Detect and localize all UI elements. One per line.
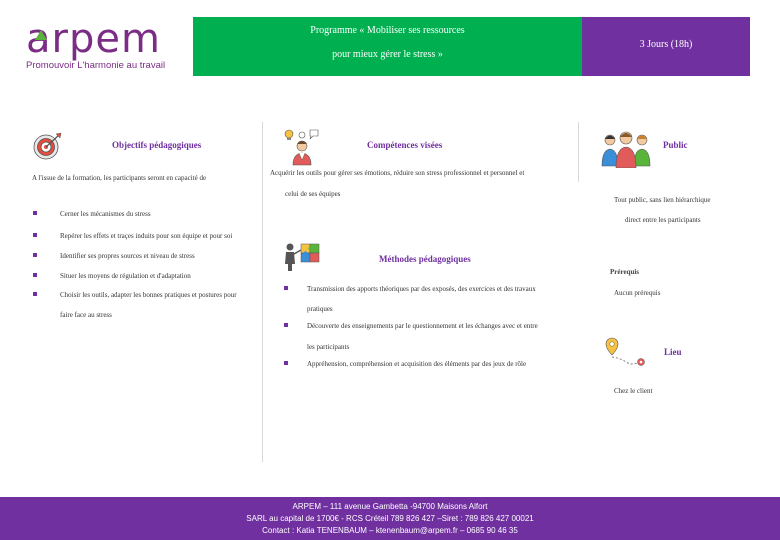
bullet-icon	[33, 273, 37, 277]
objectif-item: Situer les moyens de régulation et d'adaptation	[60, 272, 191, 280]
competences-line2: celui de ses équipes	[285, 190, 341, 198]
competences-line1: Acquérir les outils pour gérer ses émotions, réduire son stress professionnel et personnel et	[270, 169, 525, 177]
bullet-icon	[33, 292, 37, 296]
footer	[0, 497, 780, 540]
arpem-logo	[26, 16, 176, 75]
divider-right	[578, 122, 579, 182]
competences-title: Compétences visées	[367, 140, 443, 150]
public-line2: direct entre les participants	[625, 216, 701, 224]
public-line1: Tout public, sans lien hiérarchique	[614, 196, 711, 204]
public-title: Public	[663, 140, 688, 150]
objectif-item: Repérer les effets et traçes induits pour son équipe et pour soi	[60, 232, 233, 240]
objectif-item: Identifier ses propres sources et niveau de stress	[60, 252, 195, 260]
objectifs-title: Objectifs pédagogiques	[112, 140, 202, 150]
bullet-icon	[33, 253, 37, 257]
lieu-title: Lieu	[664, 347, 682, 357]
bullet-icon	[284, 361, 288, 365]
prerequis-title: Prérequis	[610, 268, 640, 276]
puzzle-person-icon	[283, 240, 323, 272]
methode-item-line2: les participants	[307, 343, 350, 351]
methode-item-line1: Transmission des apports théoriques par des exposés, des exercices et des travaux	[307, 285, 536, 293]
divider-left	[262, 122, 263, 462]
prerequis-value: Aucun prérequis	[614, 289, 661, 297]
target-icon	[32, 132, 64, 160]
program-title-line1: Programme « Mobiliser ses ressources	[310, 25, 465, 36]
footer-company: SARL au capital de 1700€ - RCS Créteil 789 826 427 –Siret : 789 826 427 00021	[246, 514, 534, 523]
footer-contact: Contact : Katia TENENBAUM – ktenenbaum@arpem.fr – 0685 90 46 35	[262, 526, 518, 535]
bullet-icon	[33, 211, 37, 215]
program-title-line2: pour mieux gérer le stress »	[332, 49, 443, 60]
person-ideas-icon	[282, 128, 322, 166]
bullet-icon	[284, 323, 288, 327]
objectifs-intro: A l'issue de la formation, les participants seront en capacité de	[32, 174, 207, 182]
methode-item-line1: Appréhension, compréhension et acquisition des éléments par des jeux de rôle	[307, 360, 527, 368]
objectif-item-continued: faire face au stress	[60, 311, 112, 319]
duration-banner: 3 Jours (18h)	[582, 17, 750, 76]
bullet-icon	[284, 286, 288, 290]
logo-triangle-icon	[35, 30, 47, 40]
lieu-value: Chez le client	[614, 387, 653, 395]
methode-item-line2: pratiques	[307, 305, 333, 313]
logo-text: arpem	[26, 16, 161, 62]
methodes-title: Méthodes pédagogiques	[379, 254, 471, 264]
group-people-icon	[600, 128, 652, 168]
footer-address: ARPEM – 111 avenue Gambetta -94700 Maisons Alfort	[292, 502, 488, 511]
objectif-item: Cerner les mécanismes du stress	[60, 210, 151, 218]
methode-item-line1: Découverte des enseignements par le questionnement et les échanges avec et entre	[307, 322, 538, 330]
logo-tagline: Promouvoir L'harmonie au travail	[26, 60, 166, 71]
objectif-item: Choisir les outils, adapter les bonnes pratiques et postures pour	[60, 291, 237, 299]
bullet-icon	[33, 233, 37, 237]
program-title-banner	[193, 17, 582, 76]
map-pin-icon	[602, 336, 648, 370]
